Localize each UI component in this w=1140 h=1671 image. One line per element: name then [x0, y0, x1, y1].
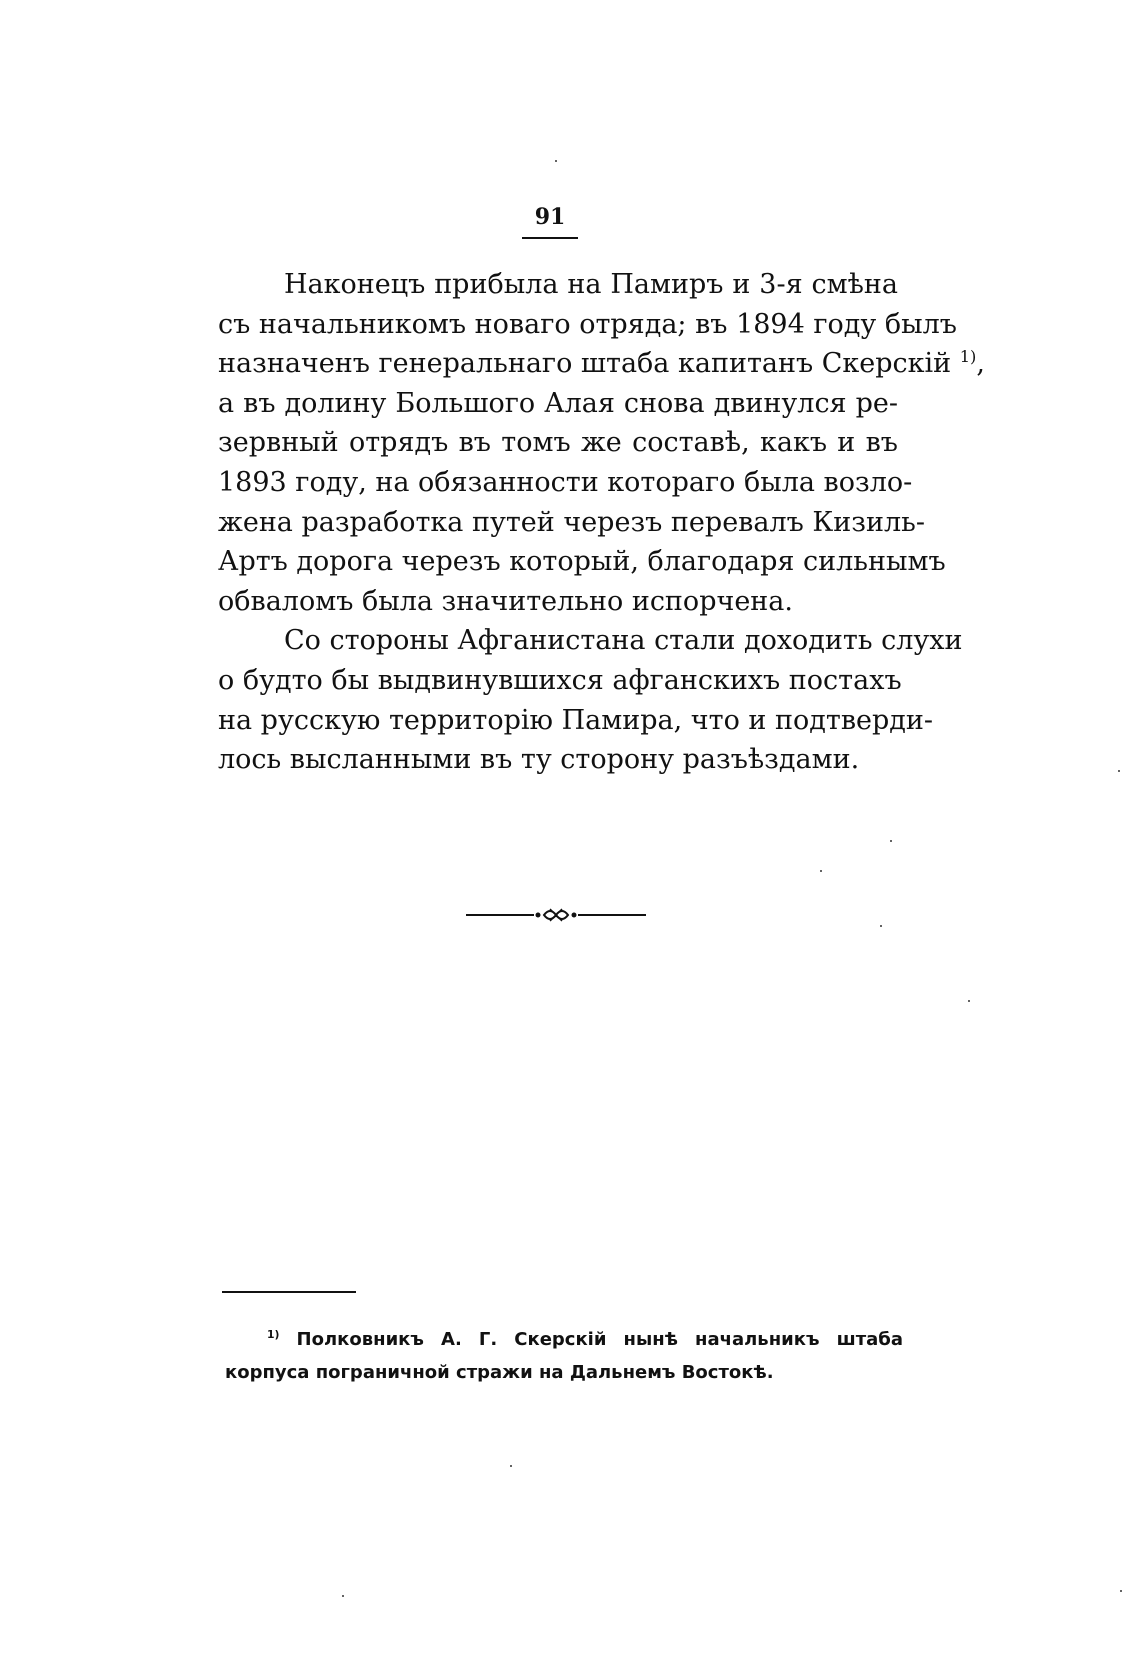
punctuation: , [976, 348, 985, 380]
paper-speck [555, 160, 557, 162]
text-line: зервный отрядъ въ томъ же составѣ, какъ и въ [218, 427, 898, 459]
page-number: 91 [534, 204, 566, 230]
text-line-with-footnote [218, 344, 985, 384]
text-line: обваломъ была значительно испорчена. [218, 585, 793, 617]
text-line: 1893 году, на обязанности котораго была возло- [218, 466, 913, 498]
paper-speck [968, 1000, 970, 1002]
paper-speck [880, 925, 882, 927]
text-line: жена разработка путей черезъ перевалъ Кизиль- [218, 506, 925, 538]
paper-speck [510, 1465, 512, 1467]
text-line: лось высланными въ ту сторону разъѣздами. [218, 744, 860, 776]
footnote-line: корпуса пограничной стражи на Дальнемъ Востокѣ. [225, 1362, 774, 1383]
page-number-rule [522, 237, 578, 239]
paper-speck [342, 1595, 344, 1597]
paper-speck [890, 840, 892, 842]
paper-speck [1118, 770, 1120, 772]
paper-speck [820, 870, 822, 872]
footnote-text: Полковникъ А. Г. Скерскій нынѣ начальникъ штаба [296, 1329, 903, 1350]
footnote-reference: 1) [959, 347, 977, 367]
text-line: Артъ дорога черезъ который, благодаря сильнымъ [218, 546, 946, 578]
text-line: на русскую территорію Памира, что и подтверди- [218, 704, 934, 736]
footnote-line [225, 1323, 903, 1356]
section-end-ornament [466, 905, 646, 925]
text-line: о будто бы выдвинувшихся афганскихъ постахъ [218, 664, 902, 696]
footnote-separator [222, 1291, 356, 1293]
footnote [225, 1323, 903, 1389]
main-text [218, 265, 985, 780]
footnote-marker: 1) [267, 1328, 280, 1341]
text-line: Со стороны Афганистана стали доходить слухи [284, 625, 963, 657]
text-fragment: назначенъ генеральнаго штаба капитанъ Скерскій [218, 348, 952, 380]
paper-speck [1120, 1590, 1122, 1592]
text-line: а въ долину Большого Алая снова двинулся ре- [218, 387, 898, 419]
text-line: Наконецъ прибыла на Памиръ и 3-я смѣна [284, 269, 898, 300]
text-line: съ начальникомъ новаго отряда; въ 1894 году былъ [218, 308, 957, 340]
